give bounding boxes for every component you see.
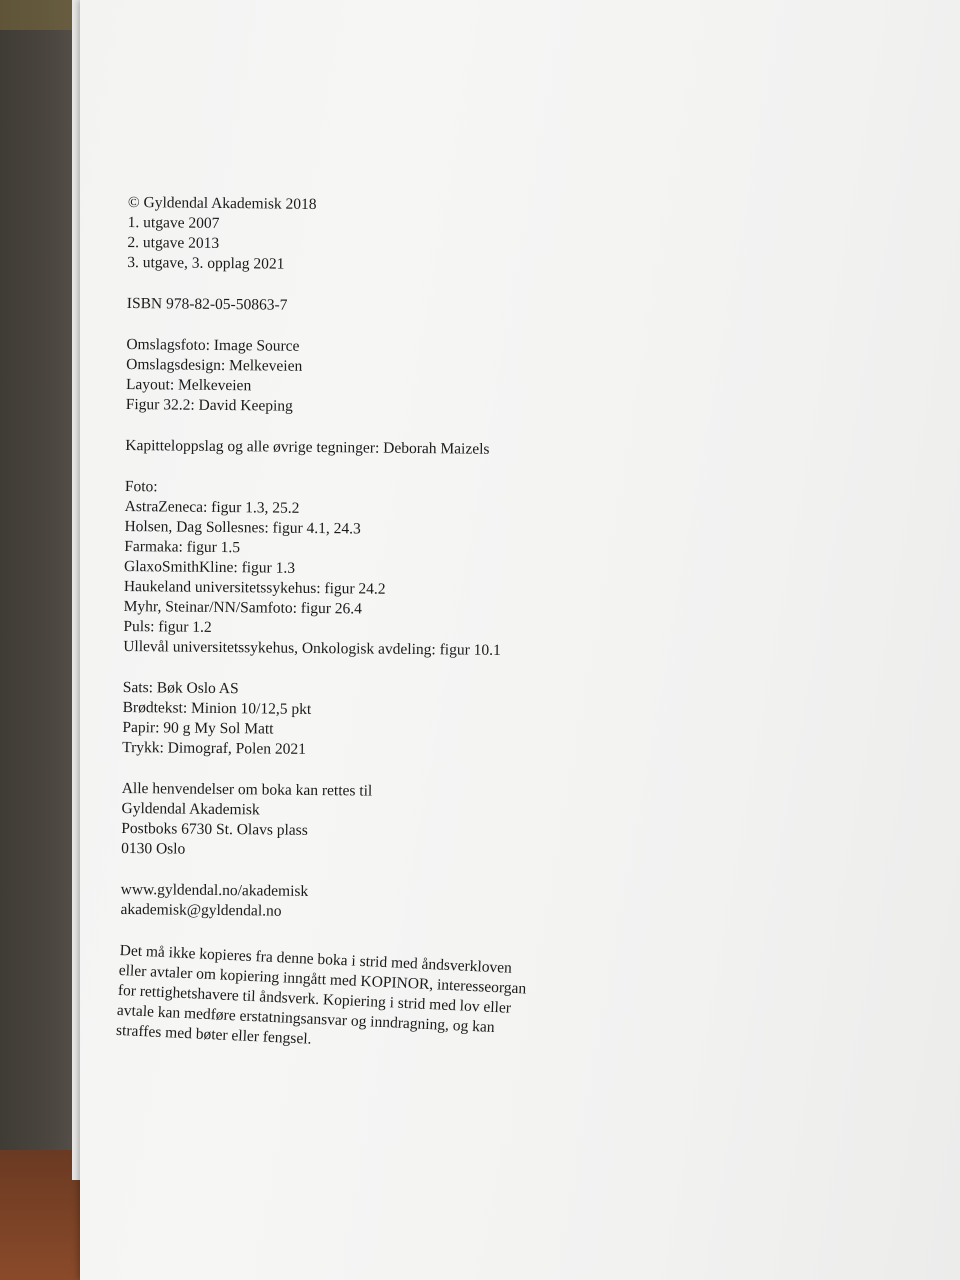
photo-line: Haukeland universitetssykehus: figur 24.2 [123,577,386,598]
photo-line: AstraZeneca: figur 1.3, 25.2 [124,497,300,517]
copyright-notice: Det må ikke kopieres fra denne boka i strid med åndsverkloven eller avtaler om kopiering inngått med KOPINOR, interesseorgan for rettighetshavere til åndsverk. Kopiering i strid med lov eller avtale kan medføre erstatningsansvar og inndragning, og kan straffes med bøter eller fengsel. [115,941,527,1048]
credit-line: Omslagsdesign: Melkeveien [126,355,303,375]
production-line: Brødtekst: Minion 10/12,5 pkt [122,698,312,718]
colophon [115,193,888,1049]
production-line: Trykk: Dimograf, Polen 2021 [122,738,306,758]
photo-line: Holsen, Dag Sollesnes: figur 4.1, 24.3 [124,517,361,538]
credit-line: Layout: Melkeveien [125,375,252,395]
table-surface [0,0,80,1280]
website: www.gyldendal.no/akademisk [120,880,309,900]
production-line: Sats: Bøk Oslo AS [122,678,239,698]
photo-line: Puls: figur 1.2 [123,617,212,636]
edition-line: 2. utgave 2013 [127,233,220,252]
email: akademisk@gyldendal.no [120,900,282,920]
contact-line: 0130 Oslo [121,839,186,858]
photo-line: Myhr, Steinar/NN/Samfoto: figur 26.4 [123,597,363,618]
edition-line: 3. utgave, 3. opplag 2021 [127,253,285,273]
isbn-block [127,294,887,322]
production-line: Papir: 90 g My Sol Matt [122,718,274,738]
photo-heading: Foto: [124,477,158,496]
copyright-line: © Gyldendal Akademisk 2018 [127,193,317,213]
illustration-credits [125,436,885,464]
table-edge [0,0,80,30]
credit-line: Figur 32.2: David Keeping [125,395,293,415]
illustration-line: Kapitteloppslag og alle øvrige tegninger: Deborah Maizels [125,436,490,458]
contact-block [121,779,882,867]
photo-line: GlaxoSmithKline: figur 1.3 [123,557,296,577]
credit-line: Omslagsfoto: Image Source [126,335,300,355]
edition-line: 1. utgave 2007 [127,213,220,232]
web-block [120,880,880,928]
production-credits [122,678,883,766]
photo-line: Farmaka: figur 1.5 [124,537,241,557]
book-page [80,0,960,1280]
photo-credits [123,477,885,665]
contact-line: Alle henvendelser om boka kan rettes til [121,779,373,800]
contact-line: Postboks 6730 St. Olavs plass [121,819,308,839]
contact-line: Gyldendal Akademisk [121,799,260,819]
isbn: ISBN 978-82-05-50863-7 [126,294,288,314]
photo-line: Ullevål universitetssykehus, Onkologisk avdeling: figur 10.1 [123,637,501,659]
design-credits [126,335,887,423]
copyright-block [127,193,888,281]
